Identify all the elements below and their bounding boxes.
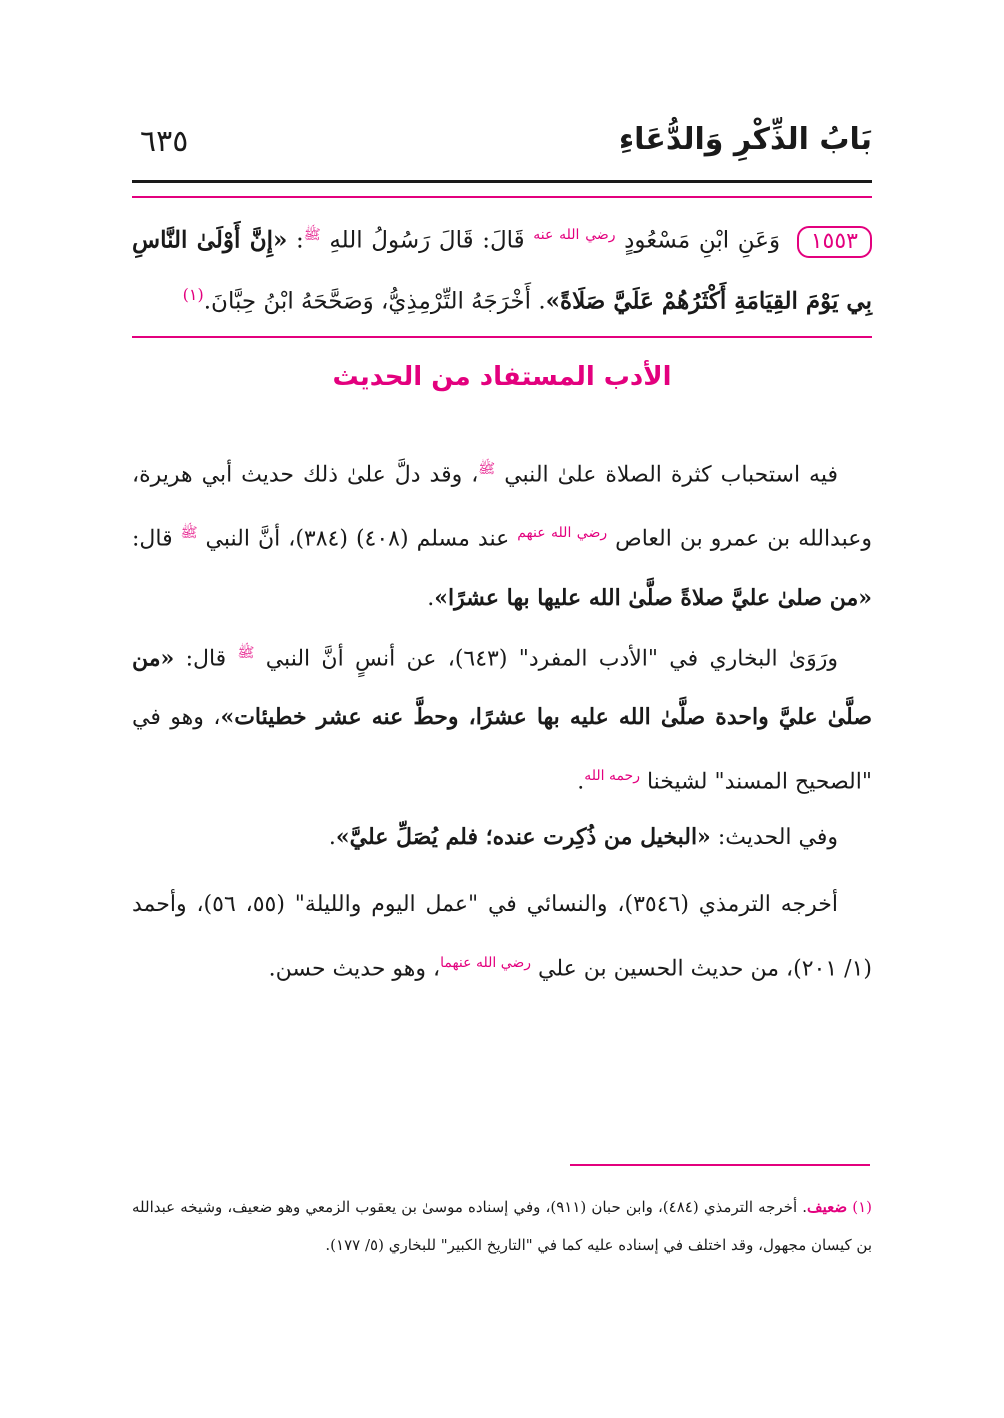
- hadith-quote: «إِنَّ أَوْلَىٰ النَّاسِ بِي يَوْمَ القِيَامَةِ أَكْثَرُهُمْ عَلَيَّ صَلَاةً»: [132, 226, 872, 315]
- footnote-grade: ضعيف: [807, 1198, 848, 1216]
- page-header: [132, 118, 872, 168]
- punctuation: .: [577, 769, 585, 795]
- hadith-bottom-divider: [132, 336, 872, 338]
- footnote-text: . أخرجه الترمذي (٤٨٤)، وابن حبان (٩١١)، وفي إسناده موسىٰ بن يعقوب الزمعي وهو ضعيف، وشيخه عبدالله بن كيسان مجهول، وقد اختلف في إسناده عليه كما في "التاريخ الكبير" للبخاري (٥/ ١٧٧).: [132, 1198, 872, 1254]
- paragraph-text: ورَوَىٰ البخاري في "الأدب المفرد" (٦٤٣)، عن أنسٍ أنَّ النبي: [265, 646, 839, 672]
- paragraph-text: ، وقد دلَّ علىٰ ذلك حديث أبي هريرة، وعبدالله بن عمرو بن العاص: [132, 462, 872, 552]
- footnote-reference[interactable]: (١): [182, 284, 204, 304]
- chapter-title: بَابُ الذِّكْرِ وَالدُّعَاءِ: [618, 122, 872, 157]
- bold-quote: «البخيل من ذُكِرت عنده؛ فلم يُصَلِّ عليَّ»: [335, 824, 711, 850]
- paragraph: [132, 876, 872, 998]
- honorific-mark: ﷺ: [478, 461, 496, 477]
- honorific-mark: رضي الله عنه: [533, 227, 616, 243]
- paragraph: [132, 624, 872, 812]
- hadith-number-badge: ١٥٥٣: [797, 226, 872, 258]
- section-title: الأدب المستفاد من الحديث: [332, 362, 672, 392]
- paragraph-text: قال:: [132, 526, 173, 552]
- bold-quote: «من صلىٰ عليَّ صلاةً صلَّىٰ الله عليها بها عشرًا»: [434, 584, 872, 611]
- footnote-marker: (١): [852, 1198, 872, 1216]
- footnote: [132, 1188, 872, 1264]
- page-number: ٦٣٥: [140, 124, 189, 159]
- paragraph-text: وفي الحديث:: [717, 825, 838, 850]
- honorific-mark: ﷺ: [237, 645, 255, 661]
- hadith-said: قَالَ: قَالَ رَسُولُ اللهِ: [329, 227, 525, 254]
- paragraph-text: ، وهو في "الصحيح المسند" لشيخنا: [132, 705, 872, 795]
- honorific-mark: ﷺ: [180, 525, 198, 542]
- punctuation: .: [427, 585, 435, 611]
- hadith-intro: وَعَنِ ابْنِ مَسْعُودٍ: [624, 227, 781, 254]
- paragraph-text: عند مسلم (٤٠٨) (٣٨٤)، أنَّ النبي: [205, 526, 510, 552]
- paragraph: [132, 440, 872, 628]
- paragraph-text: ، وهو حديث حسن.: [268, 956, 441, 982]
- bold-quote: «من صلَّىٰ عليَّ واحدة صلَّىٰ الله عليه بها عشرًا، وحطَّ عنه عشر خطيئات»: [132, 645, 873, 731]
- footnote-divider: [570, 1164, 870, 1166]
- hadith-block: ١٥٥٣ وَعَنِ ابْنِ مَسْعُودٍ $^{رضي الله عنه}$ قَالَ: قَالَ رَسُولُ اللهِ $^ﷺ$: «إِنَّ أَوْلَىٰ النَّاسِ بِي يَوْمَ القِيَامَةِ أَكْثَرُهُمْ عَلَيَّ صَلَاةً». أَخْرَجَهُ التِّرْمِذِيُّ، وَصَحَّحَهُ ابْنُ حِبَّانَ.$^{(١)}$: [132, 226, 872, 315]
- honorific-mark: رحمه الله: [584, 768, 640, 785]
- hadith-takhrij: . أَخْرَجَهُ التِّرْمِذِيُّ، وَصَحَّحَهُ ابْنُ حِبَّانَ.: [203, 288, 546, 315]
- honorific-mark: رضي الله عنهم: [517, 525, 608, 542]
- paragraph: [132, 808, 872, 867]
- paragraph-text: أخرجه الترمذي (٣٥٤٦)، والنسائي في "عمل اليوم والليلة" (٥٥، ٥٦)، وأحمد (١/ ٢٠١)، من حديث الحسين بن علي: [132, 892, 872, 982]
- honorific-mark: رضي الله عنهما: [440, 955, 532, 971]
- paragraph-text: فيه استحباب كثرة الصلاة علىٰ النبي: [504, 462, 838, 488]
- punctuation: .: [328, 825, 336, 850]
- honorific-mark: ﷺ: [303, 227, 321, 243]
- hadith-top-divider: [132, 196, 872, 198]
- paragraph-text: قال:: [185, 646, 227, 672]
- header-divider: [132, 180, 872, 183]
